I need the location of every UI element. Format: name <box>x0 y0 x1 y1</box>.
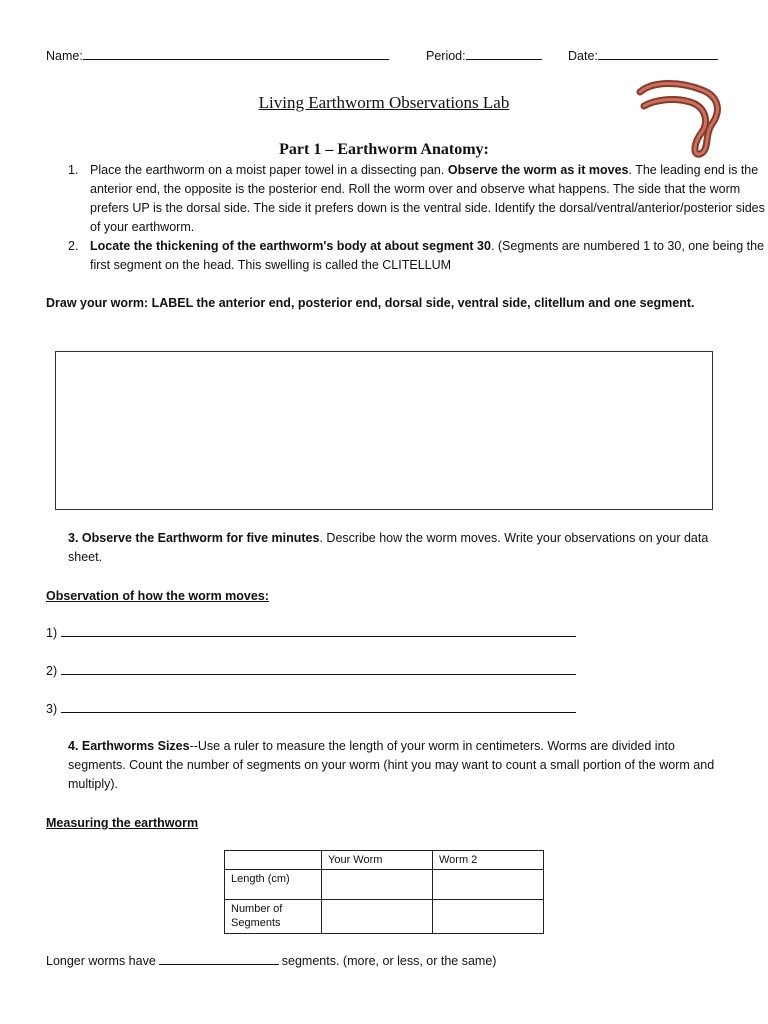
table-cell-input[interactable] <box>433 870 544 900</box>
part1-title: Part 1 – Earthworm Anatomy: <box>279 141 489 158</box>
table-cell-input[interactable] <box>322 870 433 900</box>
table-header-cell <box>225 851 322 870</box>
date-field[interactable] <box>568 47 718 66</box>
table-cell-input[interactable] <box>322 900 433 934</box>
name-field[interactable] <box>46 47 389 66</box>
date-blank[interactable] <box>598 47 718 60</box>
date-label: Date: <box>568 49 598 63</box>
table-header-row <box>225 851 544 870</box>
final-question: Longer worms have segments. (more, or less, or the same) <box>46 954 497 968</box>
period-label: Period: <box>426 49 466 63</box>
row-label: Length (cm) <box>225 870 322 900</box>
step-4: 4. Earthworms Sizes--Use a ruler to measure the length of your worm in centimeters. Worms are divided into segments. Count the number of segments on your worm (hint you may want to count a small portion of the worm and multiply). <box>68 739 715 791</box>
header-row <box>46 47 726 67</box>
drawing-box[interactable] <box>55 351 713 510</box>
observation-line-3[interactable]: 3) <box>46 700 576 719</box>
table-cell-input[interactable] <box>433 900 544 934</box>
period-field[interactable] <box>426 47 542 66</box>
row-label: Number of Segments <box>225 900 322 934</box>
draw-instruction: Draw your worm: LABEL the anterior end, posterior end, dorsal side, ventral side, clitellum and one segment. <box>46 296 695 310</box>
observation-blank[interactable] <box>61 624 576 637</box>
table-header-cell: Worm 2 <box>433 851 544 870</box>
name-label: Name: <box>46 49 83 63</box>
anatomy-steps <box>46 161 768 275</box>
page-title: Living Earthworm Observations Lab <box>258 93 510 112</box>
step-2: 2. Locate the thickening of the earthworm's body at about segment 30. (Segments are numbered 1 to 30, one being the first segment on the head. This swelling is called the CLITELLUM <box>68 239 765 272</box>
table-header-cell: Your Worm <box>322 851 433 870</box>
answer-blank[interactable] <box>159 952 279 965</box>
observation-line-2[interactable]: 2) <box>46 662 576 681</box>
measuring-heading: Measuring the earthworm <box>46 816 199 830</box>
table-row <box>225 900 544 934</box>
observation-line-1[interactable]: 1) <box>46 624 576 643</box>
table-row <box>225 870 544 900</box>
observation-blank[interactable] <box>61 662 576 675</box>
name-blank[interactable] <box>83 47 389 60</box>
step-1: 1. Place the earthworm on a moist paper towel in a dissecting pan. Observe the worm as it moves. The leading end is the anterior end, the opposite is the posterior end. Roll the worm over and observe what happens. The side that the worm prefers UP is the dorsal side. The side it prefers down is the ventral side. Identify the dorsal/ventral/anterior/posterior sides of your earthworm. <box>68 163 765 234</box>
observation-blank[interactable] <box>61 700 576 713</box>
step-3: 3. Observe the Earthworm for five minutes. Describe how the worm moves. Write your observations on your data sheet. <box>68 531 709 564</box>
observation-heading: Observation of how the worm moves: <box>46 589 269 603</box>
earthworm-illustration <box>632 80 726 160</box>
measurement-table <box>224 850 544 934</box>
period-blank[interactable] <box>466 47 542 60</box>
